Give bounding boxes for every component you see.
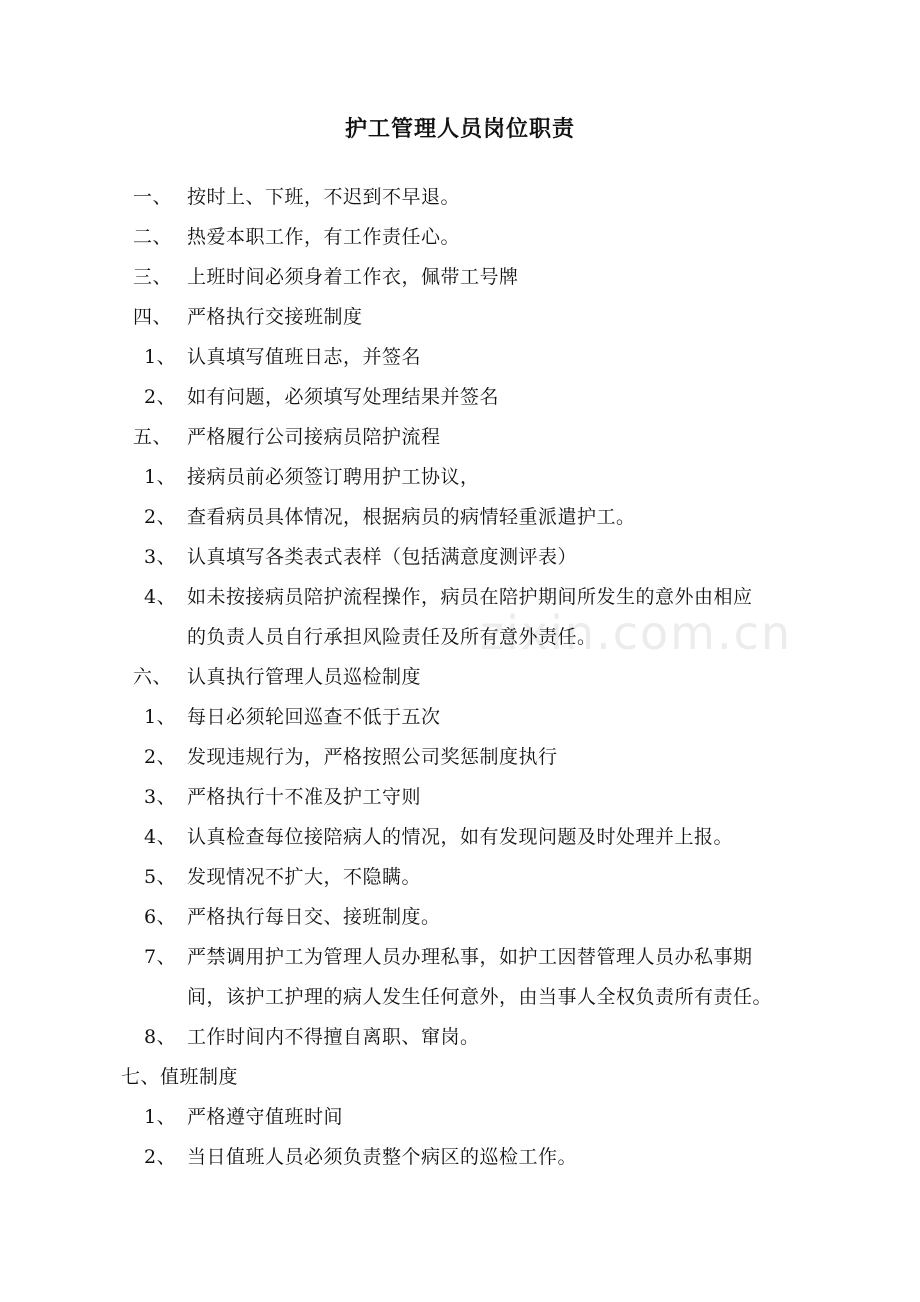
line-text: 如未按接病员陪护流程操作，病员在陪护期间所发生的意外由相应 (187, 586, 753, 608)
line-number: 2、 (144, 1146, 177, 1168)
line-text: 每日必须轮回巡查不低于五次 (187, 706, 441, 728)
line-text: 间，该护工护理的病人发生任何意外，由当事人全权负责所有责任。 (187, 986, 773, 1008)
line-text: 工作时间内不得擅自离职、窜岗。 (187, 1026, 480, 1048)
line-text: 严格执行每日交、接班制度。 (187, 906, 441, 928)
line-text: 接病员前必须签订聘用护工协议， (187, 466, 480, 488)
line-text: 严禁调用护工为管理人员办理私事，如护工因替管理人员办私事期 (187, 946, 753, 968)
line-number: 2、 (144, 386, 177, 408)
line-number: 1、 (144, 706, 177, 728)
line-text: 严格执行十不准及护工守则 (187, 786, 422, 808)
line-number: 1、 (144, 1106, 177, 1128)
line-number: 2、 (144, 506, 177, 528)
line-number: 6、 (144, 906, 177, 928)
line-text: 当日值班人员必须负责整个病区的巡检工作。 (187, 1146, 578, 1168)
line-text: 认真检查每位接陪病人的情况，如有发现问题及时处理并上报。 (187, 826, 734, 848)
section-heading: 七、值班制度 (121, 1066, 239, 1088)
line-text: 发现违规行为，严格按照公司奖惩制度执行 (187, 746, 558, 768)
line-number: 5、 (144, 866, 177, 888)
line-text: 严格履行公司接病员陪护流程 (187, 426, 441, 448)
line-number: 2、 (144, 746, 177, 768)
line-text: 如有问题，必须填写处理结果并签名 (187, 386, 500, 408)
line-text: 上班时间必须身着工作衣，佩带工号牌 (187, 266, 519, 288)
line-number: 六、 (133, 666, 173, 688)
line-number: 7、 (144, 946, 177, 968)
line-number: 3、 (144, 786, 177, 808)
line-number: 4、 (144, 826, 177, 848)
line-number: 1、 (144, 466, 177, 488)
line-text: 严格执行交接班制度 (187, 306, 363, 328)
line-number: 二、 (133, 226, 173, 248)
line-text: 认真填写各类表式表样（包括满意度测评表） (187, 546, 578, 568)
line-text: 热爱本职工作，有工作责任心。 (187, 226, 461, 248)
page-title: 护工管理人员岗位职责 (344, 116, 575, 142)
line-number: 一、 (133, 186, 173, 208)
line-number: 四、 (133, 306, 173, 328)
watermark: zixin.com.cn (480, 606, 793, 660)
line-number: 8、 (144, 1026, 177, 1048)
line-text: 认真执行管理人员巡检制度 (187, 666, 422, 688)
line-text: 严格遵守值班时间 (187, 1106, 344, 1128)
line-text: 认真填写值班日志，并签名 (187, 346, 422, 368)
line-text: 查看病员具体情况，根据病员的病情轻重派遣护工。 (187, 506, 636, 528)
line-number: 4、 (144, 586, 177, 608)
line-number: 1、 (144, 346, 177, 368)
line-number: 3、 (144, 546, 177, 568)
line-text: 的负责人员自行承担风险责任及所有意外责任。 (187, 626, 597, 648)
line-number: 三、 (133, 266, 173, 288)
line-number: 五、 (133, 426, 173, 448)
line-text: 发现情况不扩大，不隐瞒。 (187, 866, 422, 888)
line-text: 按时上、下班，不迟到不早退。 (187, 186, 461, 208)
